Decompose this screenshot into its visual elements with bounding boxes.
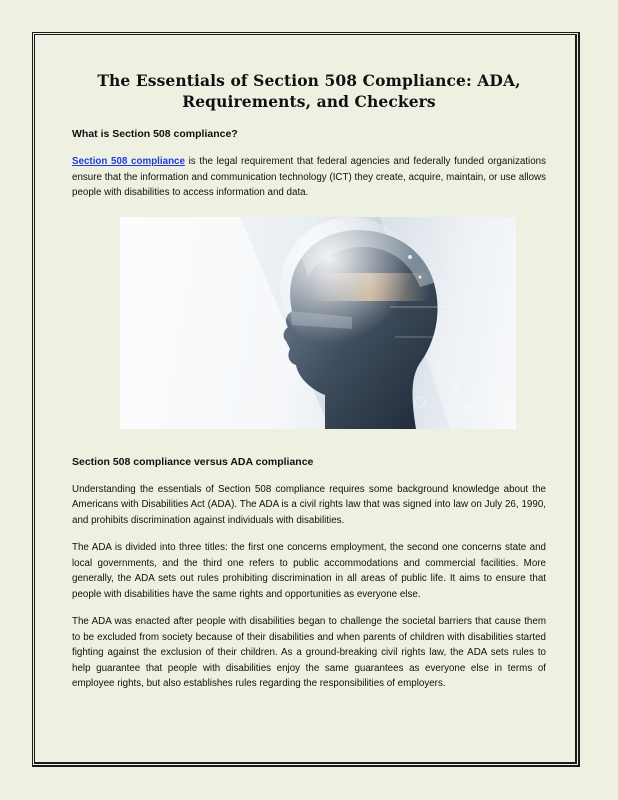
title-line-2: Requirements, and Checkers	[182, 92, 436, 111]
title-line-1: The Essentials of Section 508 Compliance: ADA,	[97, 71, 521, 90]
section-heading-508-vs-ada: Section 508 compliance versus ADA compliance	[72, 455, 314, 468]
ada-paragraph-2: The ADA is divided into three titles: the first one concerns employment, the second one concerns state and local governments, and the third one refers to public accommodations and commercial facilities. More generally, the ADA sets out rules prohibiting discrimination in all areas of public life. It aims to ensure that people with disabilities have the same rights and opportunities as everyone else.	[72, 542, 546, 600]
intro-paragraph-text: is the legal requirement that federal agencies and federally funded organizations ensure that the information and communication technology (ICT) they create, acquire, maintain, or use allows people with disabilities to access information and data.	[72, 156, 546, 198]
ada-paragraph-3: The ADA was enacted after people with disabilities began to challenge the societal barriers that cause them to be excluded from society because of their disabilities and when parents of children with disabilities started fighting against the exclusion of their children. As a ground-breaking civil rights law, the ADA sets rules to help guarantee that people with disabilities enjoy the same guarantees as everyone else in terms of employee rights, but also establishes rules regarding the responsibilities of employers.	[72, 616, 546, 689]
section-heading-what-is-508: What is Section 508 compliance?	[72, 128, 238, 140]
ada-paragraph-1: Understanding the essentials of Section 508 compliance requires some background knowledge about the Americans with Disabilities Act (ADA). The ADA is a civil rights law that was signed into law on July 26, 1990, and prohibits discrimination against individuals with disabilities.	[72, 483, 546, 526]
section-508-link[interactable]: Section 508 compliance	[72, 156, 185, 167]
hero-image-digital-head-profile	[120, 217, 516, 429]
intro-paragraph	[72, 154, 546, 201]
document-body	[72, 70, 546, 704]
document-title	[72, 70, 546, 112]
head-silhouette-illustration	[120, 217, 516, 429]
